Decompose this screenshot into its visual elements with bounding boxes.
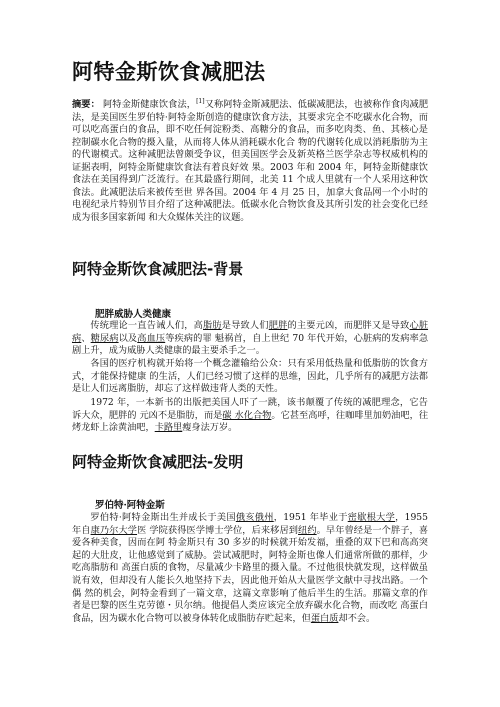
section-heading-invention: 阿特金斯饮食减肥法-发明 [72, 453, 244, 471]
link-protein[interactable]: 蛋白质 [310, 612, 339, 624]
subheading-obesity-threat: 肥胖威胁人类健康 [95, 309, 172, 320]
abstract-text-1: 阿特金斯健康饮食法， [102, 99, 197, 111]
abstract-citation[interactable]: [1] [196, 98, 205, 105]
link-university-of-michigan[interactable]: 密歇根大学 [347, 512, 396, 523]
text-segment: 1972 年，一本新书的出版把美国人吓了一跳，该书颠覆了传统的减肥理念，它告诉大众，肥胖的 元凶不是脂肪，而是 [72, 397, 428, 421]
link-cornell-university[interactable]: 康乃尔大学 [90, 524, 138, 536]
abstract-paragraph [72, 96, 428, 224]
page-title: 阿特金斯饮食减肥法 [72, 60, 266, 84]
subheading-robert-atkins: 罗伯特·阿特金斯 [95, 500, 165, 511]
text-segment: 是导致人们 [221, 320, 269, 331]
text-segment: 、 [81, 332, 91, 344]
text-segment: 的主要元凶，而肥胖又是导致 [287, 320, 410, 331]
text-segment: 。它甚至高呼，往咖啡里加奶油吧，往烤龙虾上涂黄油吧， [72, 409, 429, 434]
link-calorie[interactable]: 卡路里 [154, 422, 183, 434]
link-fat[interactable]: 脂肪 [203, 320, 222, 331]
link-obesity[interactable]: 肥胖 [268, 320, 288, 331]
text-segment: 医 学院获得医学博士学位，后来移居到 [137, 524, 299, 536]
link-diabetes[interactable]: 糖尿病 [90, 332, 119, 344]
text-segment: ，1955 年自 [72, 512, 429, 536]
text-segment: 传统理论一直告诫人们，高 [90, 320, 203, 331]
background-paragraph-1 [72, 320, 428, 358]
abstract-text-2: 又称阿特金斯减肥法、低碳减肥法，也被称作食肉减肥法，是美国医生罗伯特·阿特金斯创造的健康饮食方法，其要求完全不吃碳水化合物，而可以吃高蛋白的食品，即不吃任何淀粉类、高糖分的食品，而多吃肉类、鱼、其核心是控制碳水化合物的摄入量，从而将人体从消耗碳水化合 物的代谢转化成以消耗脂肪为主的代谢模式。这种减肥法曾颇受争议，但美国医学会及新英格兰医学杂志等权威机构的证据表明，阿特金斯健康饮食法有着良好效 果。2003 年和 2004 年，阿特金斯健康饮食法在美国得到广泛流行。在其最盛行期间，北美 11 个成人里就有一个人采用这种饮食法。此减肥法后来被传至世 界各国。2004 年 4 月 25 日，加拿大食品网一个小时的电视纪录片特别节目介绍了这种减肥法。低碳水化合物饮食及其所引发的社会变化已经成为很多国家新闻 和大众媒体关注的议题。 [72, 99, 429, 223]
text-segment: 瘦身法万岁。 [182, 422, 238, 434]
text-segment: ，1951 年毕业于 [273, 512, 348, 523]
text-segment: 。早年曾经是一个胖子，喜爱各种美食，因而在阿 特金斯只有 30 多岁的时候就开始发福，重叠的双下巴和高高突起的大肚皮，让他感觉到了威胁。尝试减肥时，阿特金斯也像人们通常所做的那样，少吃高脂肪和 高蛋白质的食物，尽量减少卡路里的摄入量。不过他很快就发现，这样做虽说有效，但却没有人能长久地坚持下去，因此他开始从大量医学文献中寻找出路。一个偶 然的机会，阿特金看到了一篇文章，这篇文章影响了他后半生的生活。那篇文章的作者是巴黎的医生克劳德・贝尔纳。他提倡人类应该完全放弃碳水化合物，而改吃 高蛋白食品，因为碳水化合物可以被身体转化成脂肪存贮起来，但 [72, 524, 429, 624]
link-ohio[interactable]: 俄亥俄州 [235, 512, 274, 523]
background-paragraph-2: 各国的医疗机构就开始将一个概念灌输给公众：只有采用低热量和低脂肪的饮食方式，才能保持健康 的生活，人们已经习惯了这样的思维，因此，几乎所有的减肥方法都是让人们远离脂肪，却忘了这样做违背人类的天性。 [72, 358, 428, 395]
link-carbohydrate[interactable]: 碳 水化合物 [222, 409, 272, 421]
link-new-york[interactable]: 纽约 [298, 524, 317, 536]
invention-paragraph-1 [72, 512, 428, 625]
link-heart-disease[interactable]: 心脏病 [72, 320, 429, 344]
text-segment: 以及 [118, 332, 138, 344]
link-hypertension[interactable]: 高血压 [137, 332, 166, 344]
background-paragraph-3 [72, 397, 428, 435]
abstract-label: 摘要： [72, 99, 100, 111]
text-segment: 却不会。 [338, 612, 376, 624]
text-segment: 罗伯特·阿特金斯出生并成长于美国 [90, 512, 236, 523]
text-segment: 等疾病的罪 魁祸首，自上世纪 70 年代开始，心脏病的发病率急剧上升，成为威胁人类健康的最主要杀手之一。 [72, 332, 429, 357]
section-heading-background: 阿特金斯饮食减肥法-背景 [72, 260, 244, 278]
